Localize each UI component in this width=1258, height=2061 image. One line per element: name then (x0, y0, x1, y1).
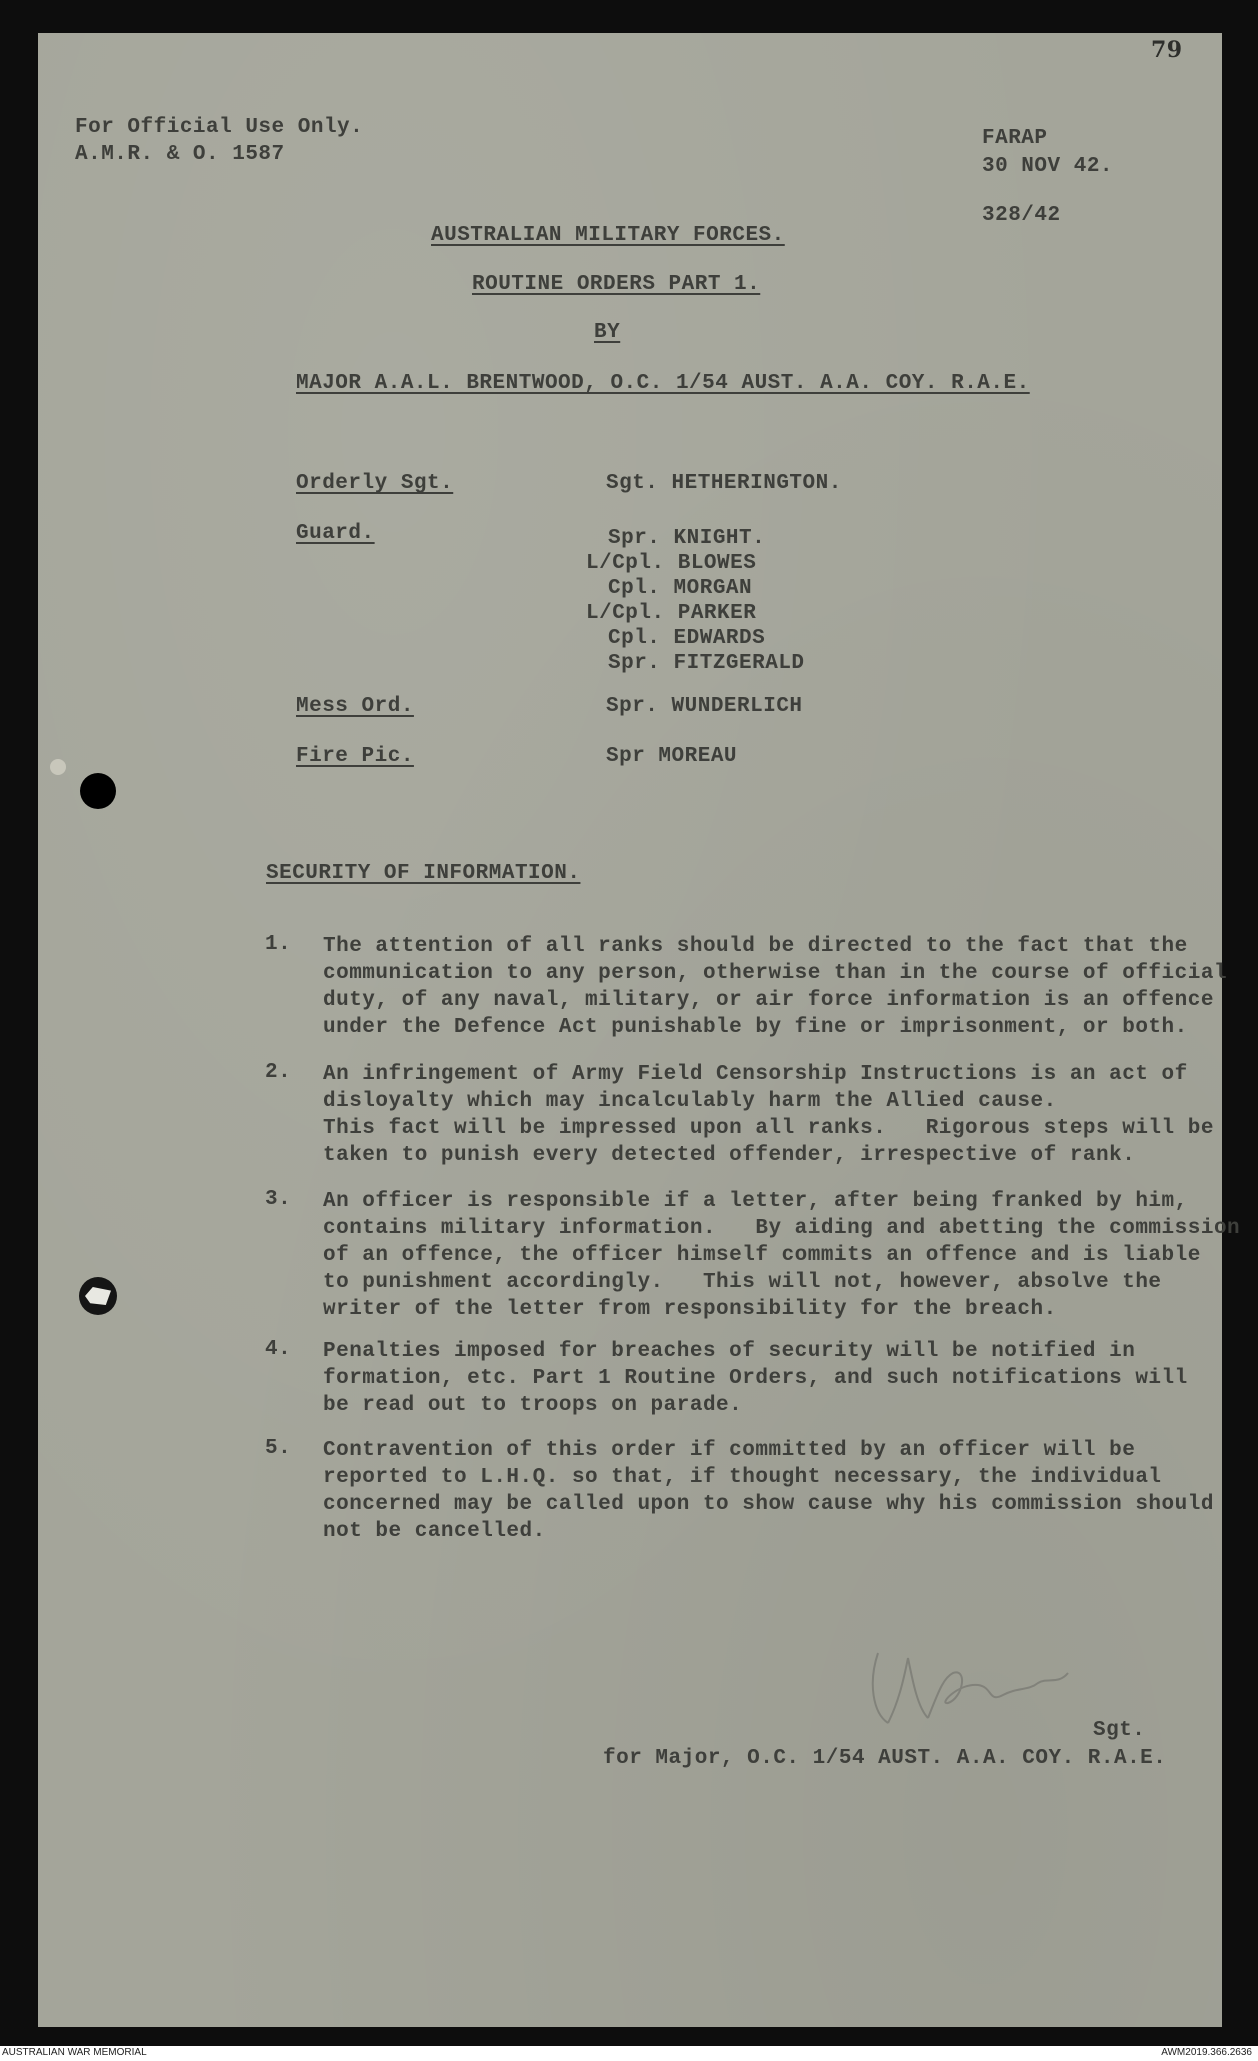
guard-member: Cpl. EDWARDS (608, 627, 766, 650)
paragraph-number: 1. (265, 933, 292, 956)
paragraph-line: formation, etc. Part 1 Routine Orders, and such notifications will (323, 1367, 1188, 1390)
farap-label: FARAP (982, 127, 1048, 150)
guard-label: Guard. (296, 522, 375, 545)
paragraph-line: communication to any person, otherwise than in the course of official (323, 962, 1228, 985)
paragraph-line: The attention of all ranks should be directed to the fact that the (323, 935, 1188, 958)
paragraph-line: disloyalty which may incalculably harm the Allied cause. (323, 1090, 1057, 1113)
document-page (38, 33, 1241, 2027)
paragraph-line: reported to L.H.Q. so that, if thought necessary, the individual (323, 1466, 1162, 1489)
paragraph-2 (323, 1061, 1214, 1169)
commanding-officer-line: MAJOR A.A.L. BRENTWOOD, O.C. 1/54 AUST. A.A. COY. R.A.E. (296, 372, 1030, 395)
paragraph-line: Contravention of this order if committed by an officer will be (323, 1439, 1136, 1462)
mess-ord-label: Mess Ord. (296, 695, 414, 718)
paragraph-line: contains military information. By aiding and abetting the commission (323, 1217, 1241, 1240)
orderly-sgt-label: Orderly Sgt. (296, 472, 454, 495)
guard-list (586, 526, 826, 676)
paragraph-line: taken to punish every detected offender, irrespective of rank. (323, 1144, 1136, 1167)
footer-accession-number: AWM2019.366.2636 (1161, 2047, 1252, 2058)
routine-orders-title: ROUTINE ORDERS PART 1. (472, 273, 761, 296)
paragraph-number: 2. (265, 1061, 292, 1084)
by-line: BY (594, 321, 621, 344)
orderly-sgt-value: Sgt. HETHERINGTON. (606, 472, 842, 495)
paragraph-line: An officer is responsible if a letter, after being franked by him, (323, 1190, 1188, 1213)
paragraph-number: 4. (265, 1338, 292, 1361)
paragraph-4 (323, 1338, 1188, 1419)
amr-reference: A.M.R. & O. 1587 (75, 143, 285, 166)
paragraph-1 (323, 933, 1227, 1041)
guard-member: L/Cpl. BLOWES (586, 552, 757, 575)
paragraph-number: 3. (265, 1188, 292, 1211)
guard-member: Cpl. MORGAN (608, 577, 753, 600)
corner-pencil-note: 79 (1151, 37, 1183, 63)
paragraph-line: An infringement of Army Field Censorship Instructions is an act of (323, 1063, 1188, 1086)
paragraph-line: concerned may be called upon to show cause why his commission should (323, 1493, 1214, 1516)
fire-pic-value: Spr MOREAU (606, 745, 738, 768)
paragraph-line: be read out to troops on parade. (323, 1394, 743, 1417)
guard-member: Spr. KNIGHT. (608, 527, 766, 550)
punch-hole-edge (50, 759, 66, 775)
forces-title: AUSTRALIAN MILITARY FORCES. (431, 224, 785, 247)
paragraph-number: 5. (265, 1437, 292, 1460)
handwritten-signature (858, 1643, 1078, 1733)
paragraph-line: This fact will be impressed upon all ranks. Rigorous steps will be (323, 1117, 1214, 1140)
official-use-line: For Official Use Only. (75, 116, 364, 139)
guard-member: Spr. FITZGERALD (608, 652, 805, 675)
paragraph-line: of an offence, the officer himself commits an offence and is liable (323, 1244, 1201, 1267)
guard-member: L/Cpl. PARKER (586, 602, 757, 625)
mess-ord-value: Spr. WUNDERLICH (606, 695, 803, 718)
signature-for-line: for Major, O.C. 1/54 AUST. A.A. COY. R.A.E. (603, 1747, 1167, 1770)
fire-pic-label: Fire Pic. (296, 745, 414, 768)
order-date: 30 NOV 42. (982, 155, 1114, 178)
paragraph-line: under the Defence Act punishable by fine or imprisonment, or both. (323, 1016, 1188, 1039)
paragraph-line: duty, of any naval, military, or air force information is an offence (323, 989, 1214, 1012)
punch-hole (79, 1277, 117, 1315)
paragraph-line: writer of the letter from responsibility for the breach. (323, 1298, 1057, 1321)
paragraph-line: not be cancelled. (323, 1520, 546, 1543)
punch-hole (80, 773, 116, 809)
paragraph-line: to punishment accordingly. This will not, however, absolve the (323, 1271, 1162, 1294)
paragraph-3 (323, 1188, 1240, 1323)
signature-rank: Sgt. (1093, 1719, 1146, 1742)
paragraph-5 (323, 1437, 1214, 1545)
paragraph-line: Penalties imposed for breaches of security will be notified in (323, 1340, 1136, 1363)
footer-institution: AUSTRALIAN WAR MEMORIAL (2, 2047, 147, 2058)
order-number: 328/42 (982, 204, 1061, 227)
security-heading: SECURITY OF INFORMATION. (266, 862, 581, 885)
